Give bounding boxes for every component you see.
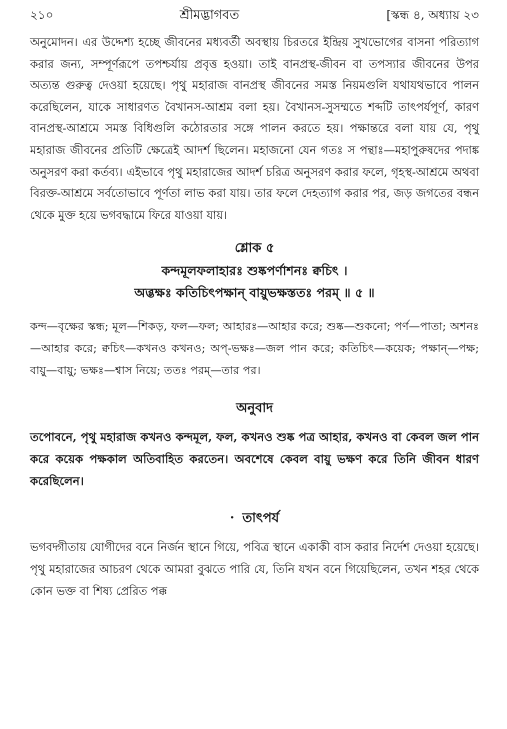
body-section [30, 32, 479, 226]
verse-line-2: অব্ভক্ষঃ কতিচিৎপক্ষান্ বায়ুভক্ষস্ততঃ পরম্ ॥ ৫ ॥ [134, 285, 375, 301]
body-paragraph: অনুমোদন। এর উদ্দেশ্য হচ্ছে জীবনের মধ্যবর্তী অবস্থায় চিরতরে ইন্দ্রিয় সুখভোগের বাসনা পরিত্যাগ করার জন্য, সম্পূর্ণরূপে তপশ্চর্যায় প্রবৃত্ত হওয়া। তাই বানপ্রস্থ-জীবন বা তপস্যার জীবনের উপর অত্যন্ত গুরুত্ব দেওয়া হয়েছে। পৃথু মহারাজ বানপ্রস্থ জীবনের সমস্ত নিয়মগুলি যথাযথভাবে পালন করেছিলেন, যাকে সাধারণত বৈখানস-আশ্রম বলা হয়। বৈখানস-সুসম্মতে শব্দটি তাৎপর্যপূর্ণ, কারণ বানপ্রস্থ-আশ্রমে সমস্ত বিধিগুলি কঠোরতার সঙ্গে পালন করতে হয়। পক্ষান্তরে বলা যায় যে, পৃথু মহারাজ জীবনের প্রতিটি ক্ষেত্রেই আদর্শ ছিলেন। মহাজনো যেন গতঃ স পন্থাঃ—মহাপুরুষদের পদাঙ্ক অনুসরণ করা কর্তব্য। এইভাবে পৃথু মহারাজের আদর্শ চরিত্র অনুসরণ করার ফলে, গৃহস্থ-আশ্রমে অথবা বিরক্ত-আশ্রমে সর্বতোভাবে পূর্ণতা লাভ করা যায়। তার ফলে দেহত্যাগ করার পর, জড় জগতের বন্ধন থেকে মুক্ত হয়ে ভগবদ্ধামে ফিরে যাওয়া যায়। [30, 35, 479, 222]
verse-label: শ্লোক ৫ [234, 241, 275, 257]
purport-section [30, 536, 479, 602]
purport-text: ভগবদ্গীতায় যোগীদের বনে নির্জন স্থানে গিয়ে, পবিত্র স্থানে একাকী বাস করার নির্দেশ দেওয়া হয়েছে। পৃথু মহারাজের আচরণ থেকে আমরা বুঝতে পারি যে, তিনি যখন বনে গিয়েছিলেন, তখন শহর থেকে কোন ভক্ত বা শিষ্য প্রেরিত পক্ক [30, 540, 479, 599]
page-header [30, 0, 479, 32]
page-number: ২১০ [30, 8, 54, 22]
purport-bullet: · [229, 511, 235, 527]
book-title: শ্রীমদ্ভাগবত [179, 8, 240, 23]
purport-heading: তাৎপর্য [242, 511, 280, 527]
word-meanings: কন্দ—বৃক্ষের স্কন্ধ; মূল—শিকড়, ফল—ফল; আহারঃ—আহার করে; শুষ্ক—শুকনো; পর্ণ—পাতা; অশনঃ—আহার করে; ক্বচিৎ—কখনও কখনও; অপ্-ভক্ষঃ—জল পান করে; কতিচিৎ—কয়েক; পক্ষান্—পক্ষ; বায়ু—বায়ু; ভক্ষঃ—শ্বাস নিয়ে; ততঃ পরম্—তার পর। [30, 320, 479, 378]
chapter-location: [স্কন্ধ ৪, অধ্যায় ২৩ [386, 8, 479, 22]
translation-text: তপোবনে, পৃথু মহারাজ কখনও কন্দমূল, ফল, কখনও শুষ্ক পত্র আহার, কখনও বা কেবল জল পান করে কয়েক পক্ষকাল অতিবাহিত করতেন। অবশেষে কেবল বায়ু ভক্ষণ করে তিনি জীবন ধারণ করেছিলেন। [30, 430, 479, 489]
verse-line-1: কন্দমূলফলাহারঃ শুষ্কপর্ণাশনঃ ক্বচিৎ । [161, 263, 348, 279]
translation-heading: অনুবাদ [236, 401, 273, 417]
purport-heading-row [30, 508, 479, 530]
